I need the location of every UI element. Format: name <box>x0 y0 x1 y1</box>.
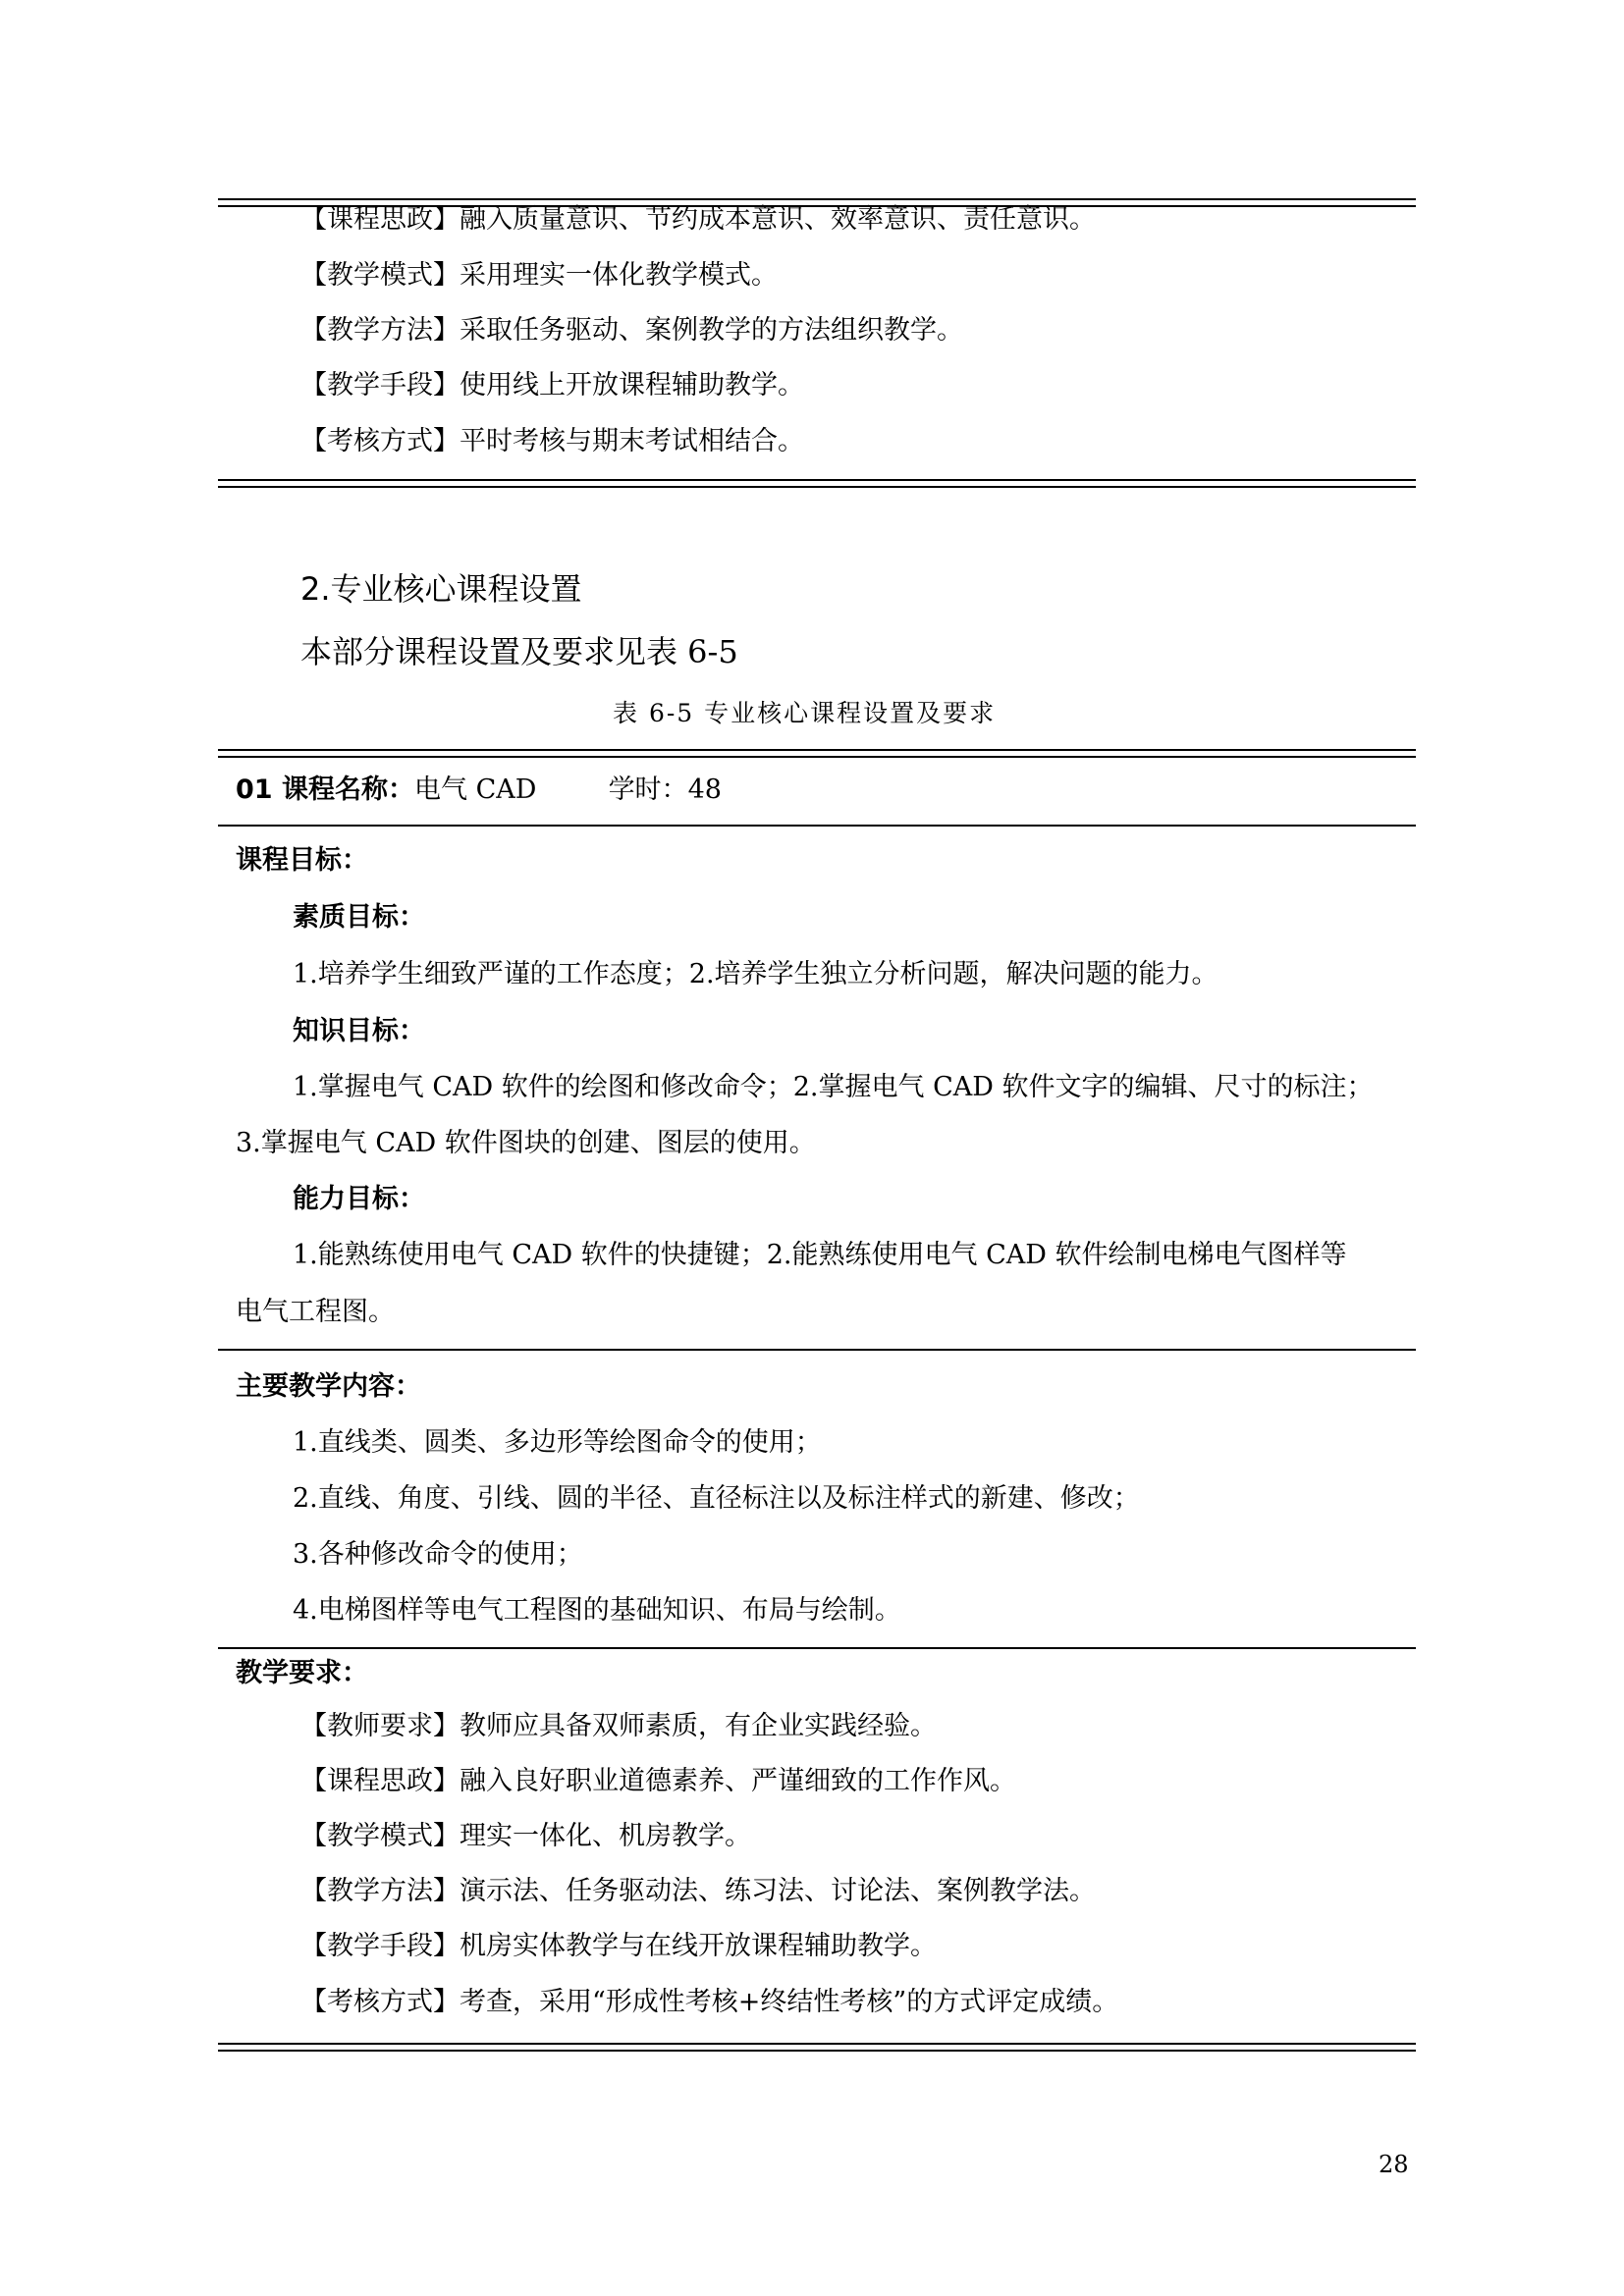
top-item-2: 【教学模式】采用理实一体化教学模式。 <box>300 260 778 291</box>
row-divider-3 <box>218 1647 1416 1649</box>
quality-title: 素质目标： <box>293 902 425 933</box>
page-number: 28 <box>1379 2151 1409 2178</box>
knowledge-text-line1: 1.掌握电气 CAD 软件的绘图和修改命令；2.掌握电气 CAD 软件文字的编辑、尺寸的标注； <box>293 1072 1374 1102</box>
top-item-1: 【课程思政】融入质量意识、节约成本意识、效率意识、责任意识。 <box>300 204 1096 235</box>
content-item-4: 4.电梯图样等电气工程图的基础知识、布局与绘制。 <box>293 1595 901 1626</box>
requirements-title: 教学要求： <box>236 1658 368 1688</box>
top-item-4: 【教学手段】使用线上开放课程辅助教学。 <box>300 370 804 400</box>
requirement-item-6: 【考核方式】考查，采用“形成性考核+终结性考核”的方式评定成绩。 <box>300 1987 1119 2017</box>
knowledge-text-line2: 3.掌握电气 CAD 软件图块的创建、图层的使用。 <box>236 1128 816 1158</box>
course-name-value: 电气 CAD <box>413 774 537 805</box>
requirement-item-4: 【教学方法】演示法、任务驱动法、练习法、讨论法、案例教学法。 <box>300 1876 1096 1906</box>
goals-title: 课程目标： <box>236 845 368 876</box>
ability-text-line2: 电气工程图。 <box>236 1297 395 1327</box>
content-item-1: 1.直线类、圆类、多边形等绘图命令的使用； <box>293 1427 822 1458</box>
table-caption: 表 6-5 专业核心课程设置及要求 <box>613 699 997 727</box>
content-item-2: 2.直线、角度、引线、圆的半径、直径标注以及标注样式的新建、修改； <box>293 1483 1140 1514</box>
top-item-5: 【考核方式】平时考核与期末考试相结合。 <box>300 426 804 456</box>
requirement-item-1: 【教师要求】教师应具备双师素质，有企业实践经验。 <box>300 1711 937 1741</box>
section-intro: 本部分课程设置及要求见表 6-5 <box>300 633 738 670</box>
ability-title: 能力目标： <box>293 1184 425 1214</box>
course-hours-value: 48 <box>687 774 722 805</box>
course-name-label: 01 课程名称： <box>236 774 414 805</box>
row-divider-2 <box>218 1349 1416 1351</box>
content-item-3: 3.各种修改命令的使用； <box>293 1539 583 1570</box>
ability-text-line1: 1.能熟练使用电气 CAD 软件的快捷键；2.能熟练使用电气 CAD 软件绘制电梯电气图样等 <box>293 1240 1347 1270</box>
content-title: 主要教学内容： <box>236 1371 421 1402</box>
table-bottom-border <box>218 479 1416 488</box>
course-hours-label: 学时： <box>608 774 688 805</box>
quality-text: 1.培养学生细致严谨的工作态度；2.培养学生独立分析问题，解决问题的能力。 <box>293 959 1218 989</box>
section-heading: 2.专业核心课程设置 <box>300 570 582 608</box>
requirement-item-5: 【教学手段】机房实体教学与在线开放课程辅助教学。 <box>300 1931 937 1961</box>
course-table-bottom-border <box>218 2043 1416 2052</box>
row-divider-1 <box>218 825 1416 827</box>
top-item-3: 【教学方法】采取任务驱动、案例教学的方法组织教学。 <box>300 315 963 346</box>
course-table-top-border <box>218 749 1416 758</box>
knowledge-title: 知识目标： <box>293 1016 425 1046</box>
requirement-item-2: 【课程思政】融入良好职业道德素养、严谨细致的工作作风。 <box>300 1766 1016 1796</box>
requirement-item-3: 【教学模式】理实一体化、机房教学。 <box>300 1821 751 1851</box>
course-name-row <box>236 772 722 809</box>
